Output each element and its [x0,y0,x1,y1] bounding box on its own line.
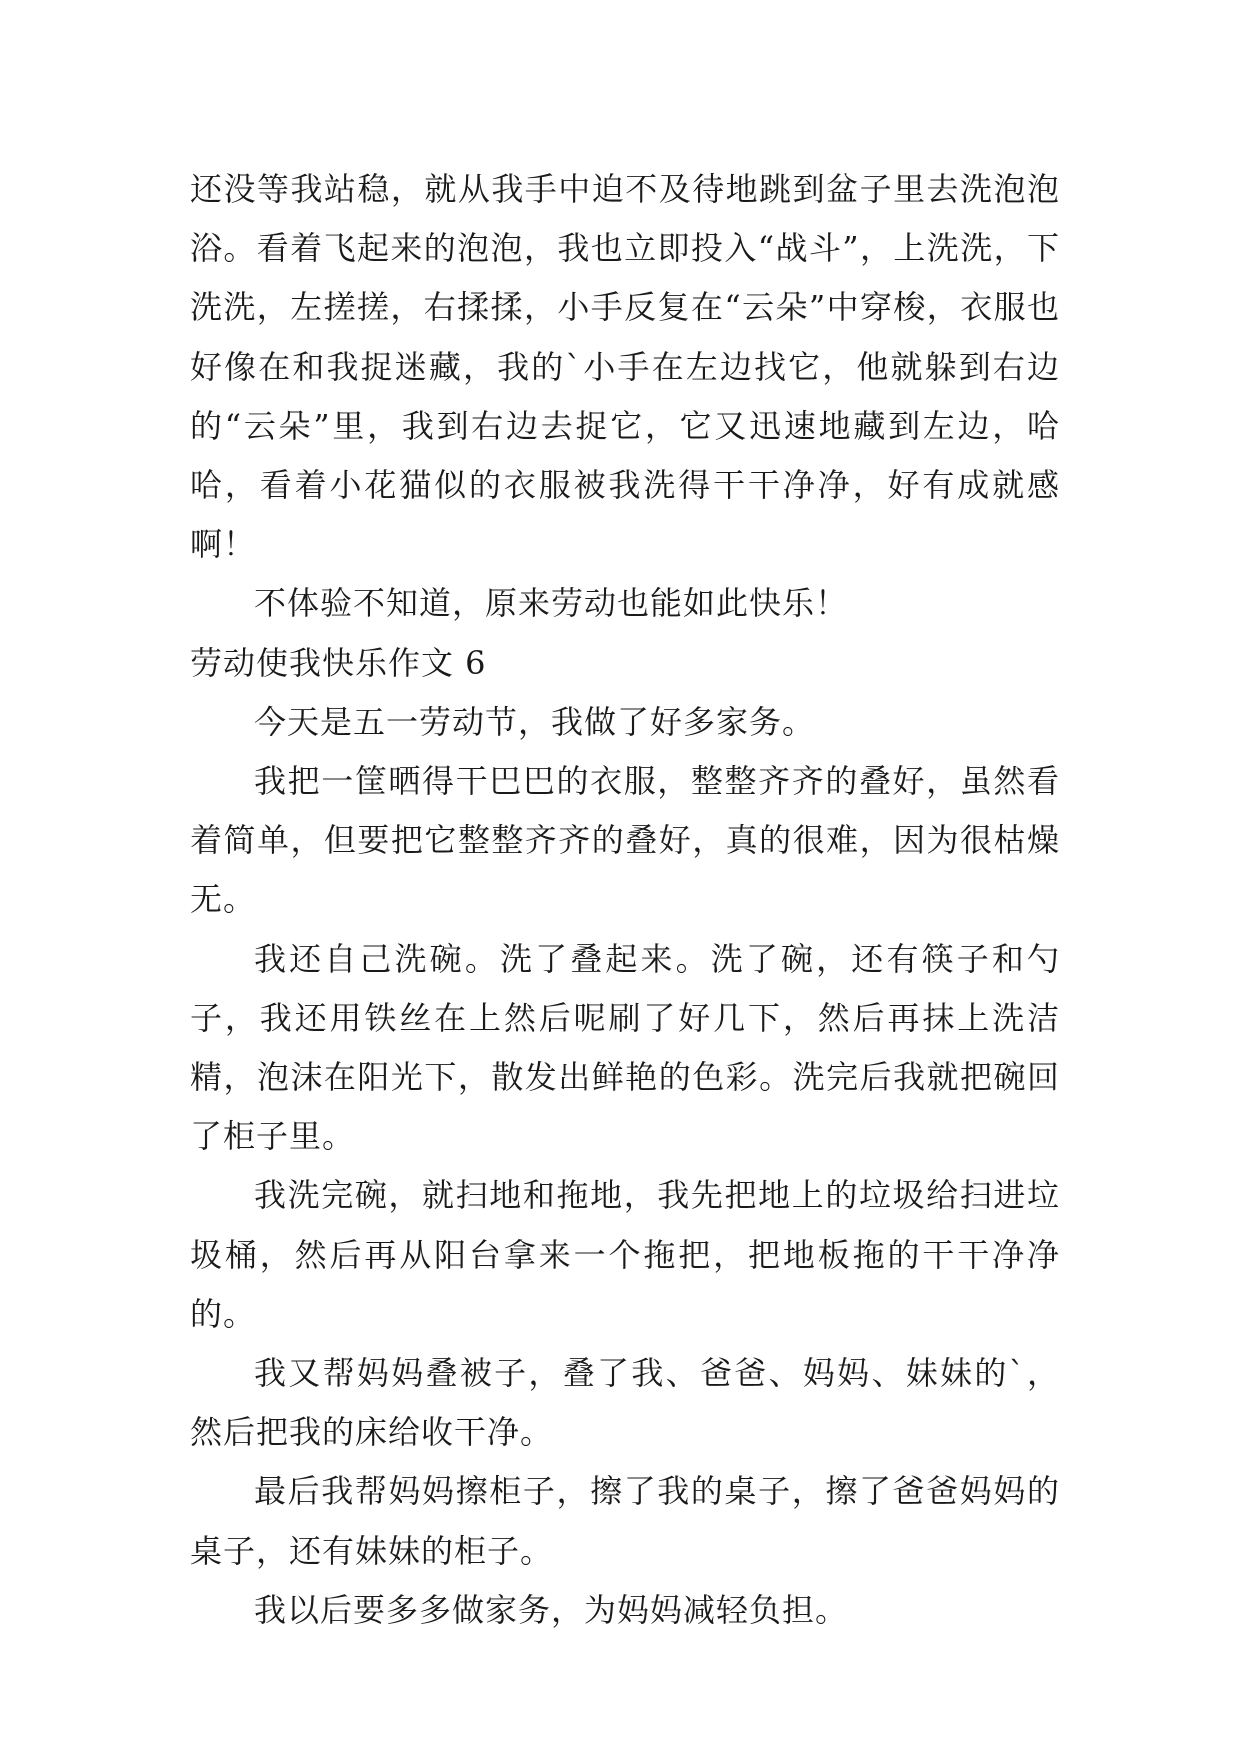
paragraph: 我又帮妈妈叠被子，叠了我、爸爸、妈妈、妹妹的`，然后把我的床给收干净。 [190,1354,1060,1452]
paragraph: 我以后要多多做家务，为妈妈减轻负担。 [254,1590,849,1629]
paragraph-continued: 还没等我站稳，就从我手中迫不及待地跳到盆子里去洗泡泡浴。看着飞起来的泡泡，我也立即投入“战斗”，上洗洗，下洗洗，左搓搓，右揉揉，小手反复在“云朵”中穿梭，衣服也好像在和我捉迷藏，我的`小手在左边找它，他就躲到右边的“云朵”里，我到右边去捉它，它又迅速地藏到左边，哈哈，看着小花猫似的衣服被我洗得干干净净，好有成就感啊！ [190,170,1060,564]
paragraph: 今天是五一劳动节，我做了好多家务。 [254,702,816,741]
paragraph: 我洗完碗，就扫地和拖地，我先把地上的垃圾给扫进垃圾桶，然后再从阳台拿来一个拖把，把地板拖的干干净净的。 [190,1176,1060,1333]
paragraph-conclusion: 不体验不知道，原来劳动也能如此快乐！ [254,584,849,623]
paragraph: 我把一筐晒得干巴巴的衣服，整整齐齐的叠好，虽然看着简单，但要把它整整齐齐的叠好，真的很难，因为很枯燥无。 [190,762,1060,919]
document-body [190,160,1060,1640]
paragraph: 我还自己洗碗。洗了叠起来。洗了碗，还有筷子和勺子，我还用铁丝在上然后呢刷了好几下，然后再抹上洗洁精，泡沫在阳光下，散发出鲜艳的色彩。洗完后我就把碗回了柜子里。 [190,939,1060,1156]
paragraph: 最后我帮妈妈擦柜子，擦了我的桌子，擦了爸爸妈妈的桌子，还有妹妹的柜子。 [190,1472,1060,1570]
section-title: 劳动使我快乐作文 6 [190,643,487,682]
